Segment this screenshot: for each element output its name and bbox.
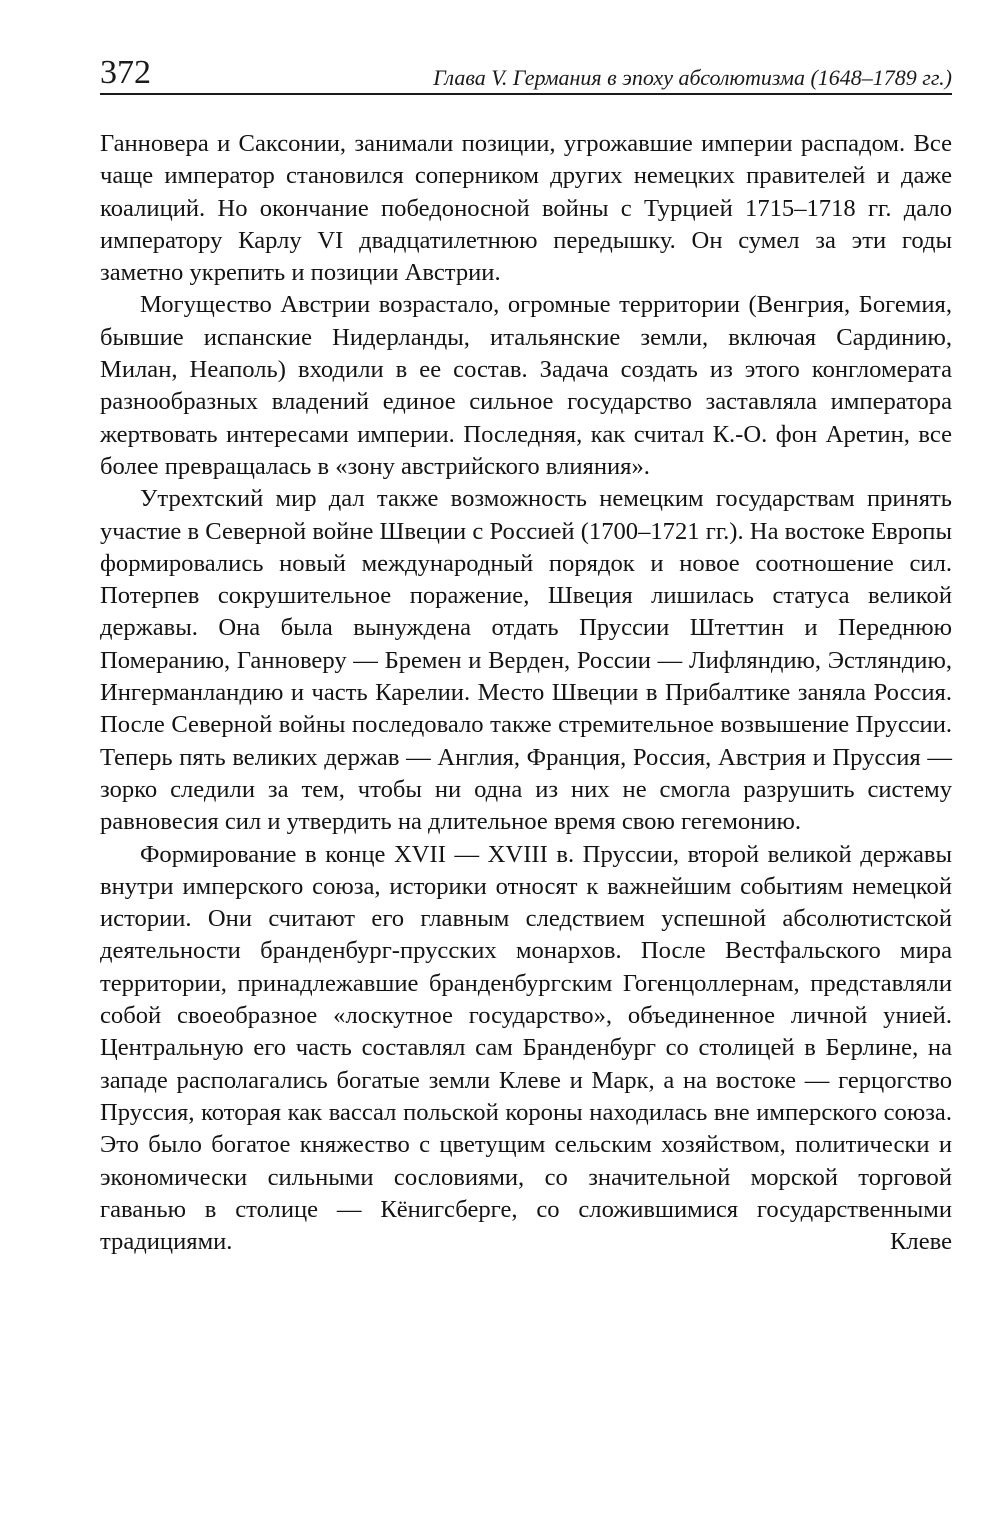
paragraph-4: Формирование в конце XVII — XVIII в. Пруссии, второй великой державы внутри имперского союза, историки относят к важнейшим событиям немецкой истории. Они считают его главным следствием успешной абсолютистской деятельности бранденбург-прусских монархов. После Вестфальского мира территории, принадлежавшие бранденбургским Гогенцоллернам, представляли собой своеобразное «лоскутное государство», объединенное личной унией. Центральную его часть составлял сам Бранденбург со столицей в Берлине, на западе располагались богатые земли Клеве и Марк, а на востоке — герцогство Пруссия, которая как вассал польской короны находилась вне имперского союза. Это было богатое княжество с цветущим сельским хозяйством, политически и экономически сильными сословиями, со значительной морской торговой гаванью в столице — Кёнигсберге, со сложившимися государственными традициями. Клеве xyxy=(100,840,952,1256)
paragraph-3: Утрехтский мир дал также возможность немецким государствам принять участие в Северной войне Швеции с Россией (1700–1721 гг.). На востоке Европы формировались новый международный порядок и новое соотношение сил. Потерпев сокрушительное поражение, Швеция лишилась статуса великой державы. Она была вынуждена отдать Пруссии Штеттин и Переднюю Померанию, Ганноверу — Бремен и Верден, России — Лифляндию, Эстляндию, Ингерманландию и часть Карелии. Место Швеции в Прибалтике заняла Россия. После Северной войны последовало также стремительное возвышение Пруссии. Теперь пять великих держав — Англия, Франция, Россия, Австрия и Пруссия — зорко следили за тем, чтобы ни одна из них не смогла разрушить систему равновесия сил и утвердить на длительное время свою гегемонию. xyxy=(100,485,952,836)
paragraph-2: Могущество Австрии возрастало, огромные территории (Венгрия, Богемия, бывшие испанские Нидерланды, итальянские земли, включая Сардинию, Милан, Неаполь) входили в ее состав. Задача создать из этого конгломерата разнообразных владений единое сильное государство заставляла императора жертвовать интересами империи. Последняя, как считал К.-О. фон Аретин, все более превращалась в «зону австрийского влияния». xyxy=(100,291,952,480)
paragraph-1: Ганновера и Саксонии, занимали позиции, угрожавшие империи распадом. Все чаще император становился соперником других немецких правителей и даже коалиций. Но окончание победоносной войны с Турцией 1715–1718 гг. дало императору Карлу VI двадцатилетнюю передышку. Он сумел за эти годы заметно укрепить и позиции Австрии. xyxy=(100,130,952,287)
book-page xyxy=(100,50,952,1258)
page-number: 372 xyxy=(100,54,151,91)
body-text xyxy=(100,128,952,1258)
running-title: Глава V. Германия в эпоху абсолютизма (1648–1789 гг.) xyxy=(433,65,952,90)
page-header xyxy=(100,50,952,95)
